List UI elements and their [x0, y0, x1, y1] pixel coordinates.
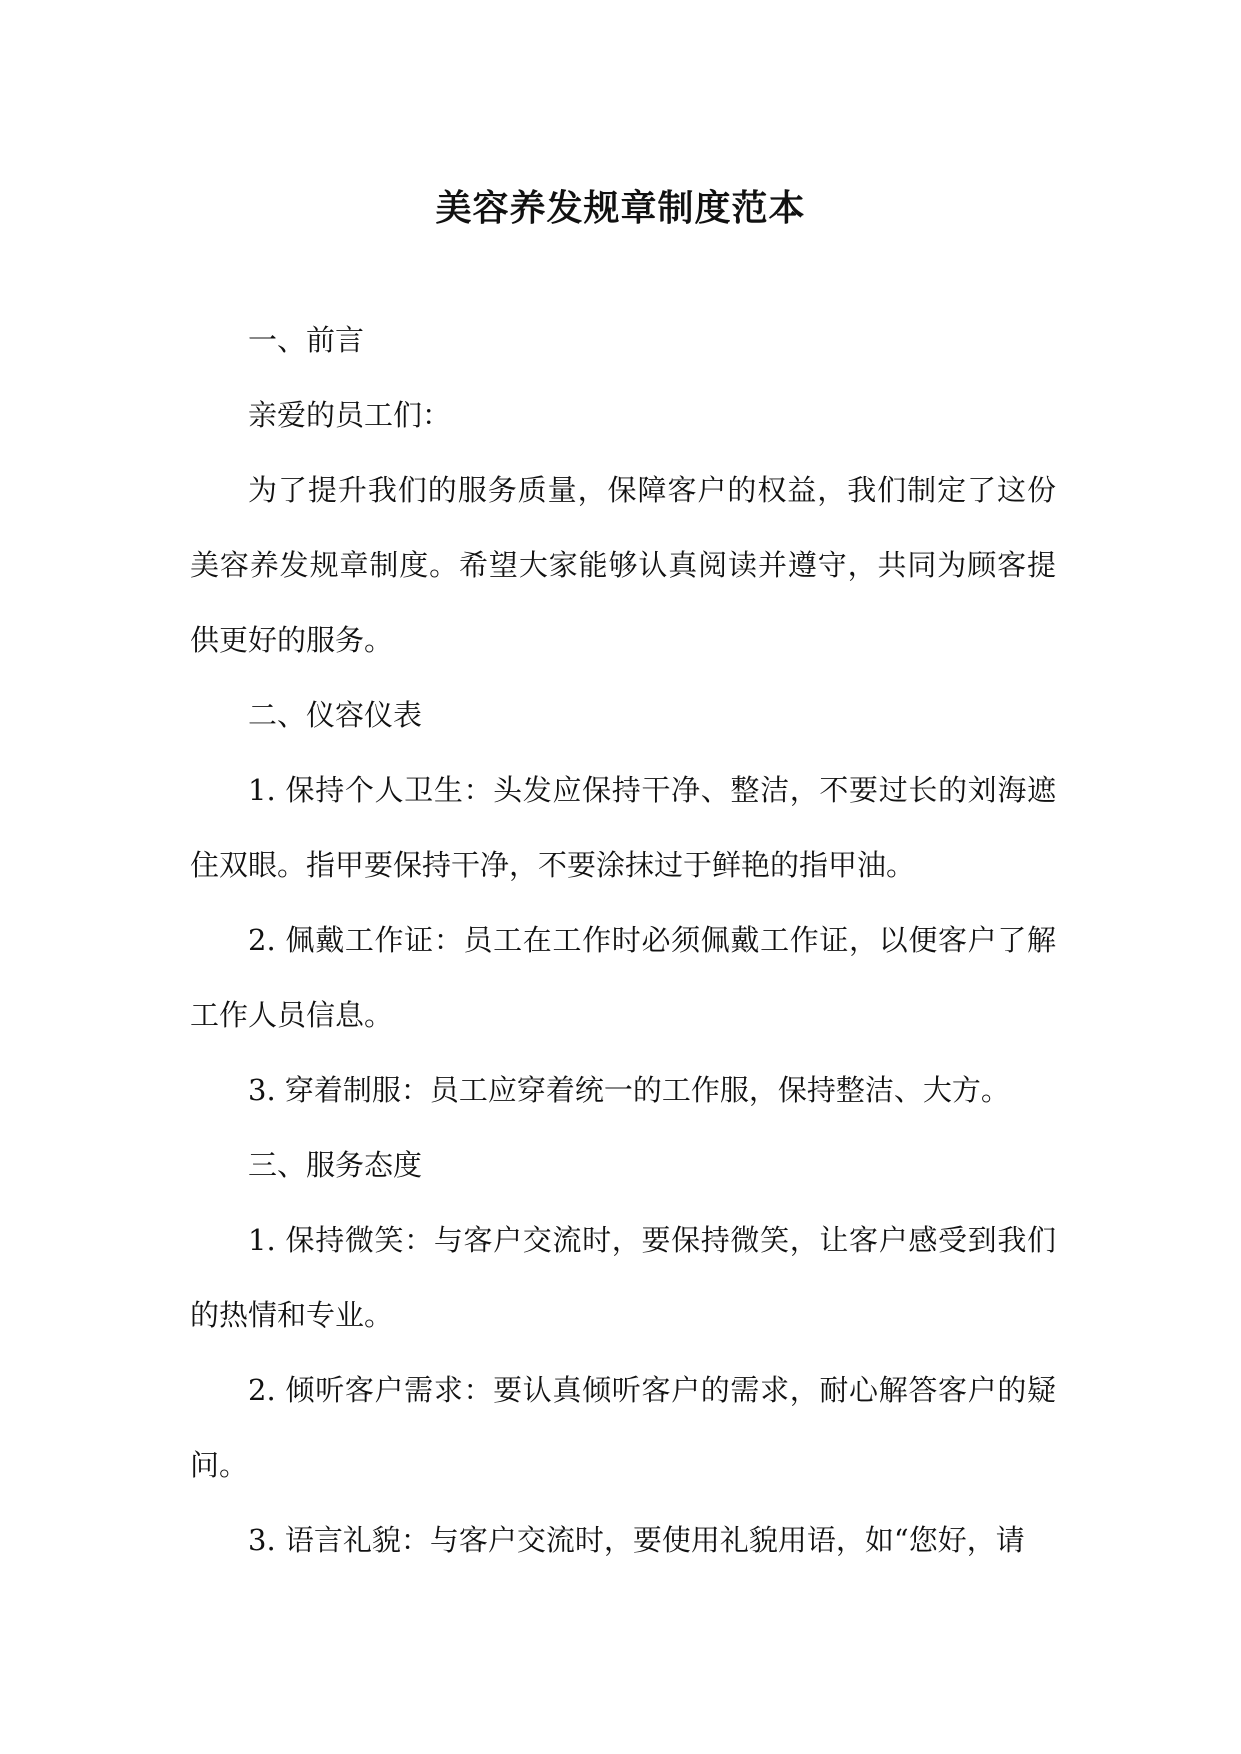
appearance-item-1: 1. 保持个人卫生：头发应保持干净、整洁，不要过长的刘海遮住双眼。指甲要保持干净，不要涂抹过于鲜艳的指甲油。 — [190, 773, 1056, 882]
intro-paragraph: 为了提升我们的服务质量，保障客户的权益，我们制定了这份美容养发规章制度。希望大家能够认真阅读并遵守，共同为顾客提供更好的服务。 — [190, 473, 1056, 657]
service-item-1: 1. 保持微笑：与客户交流时，要保持微笑，让客户感受到我们的热情和专业。 — [190, 1223, 1056, 1332]
section-heading-service-attitude: 三、服务态度 — [248, 1148, 423, 1182]
document-title: 美容养发规章制度范本 — [435, 187, 806, 229]
document-body — [190, 303, 1056, 1578]
service-item-2: 2. 倾听客户需求：要认真倾听客户的需求，耐心解答客户的疑问。 — [190, 1373, 1056, 1482]
salutation: 亲爱的员工们： — [248, 398, 452, 432]
service-item-3: 3. 语言礼貌：与客户交流时，要使用礼貌用语，如“您好，请 — [248, 1523, 1025, 1557]
appearance-item-2: 2. 佩戴工作证：员工在工作时必须佩戴工作证，以便客户了解工作人员信息。 — [190, 923, 1056, 1032]
appearance-item-3: 3. 穿着制服：员工应穿着统一的工作服，保持整洁、大方。 — [248, 1073, 1010, 1107]
section-heading-preface: 一、前言 — [248, 323, 365, 357]
section-heading-appearance: 二、仪容仪表 — [248, 698, 423, 732]
